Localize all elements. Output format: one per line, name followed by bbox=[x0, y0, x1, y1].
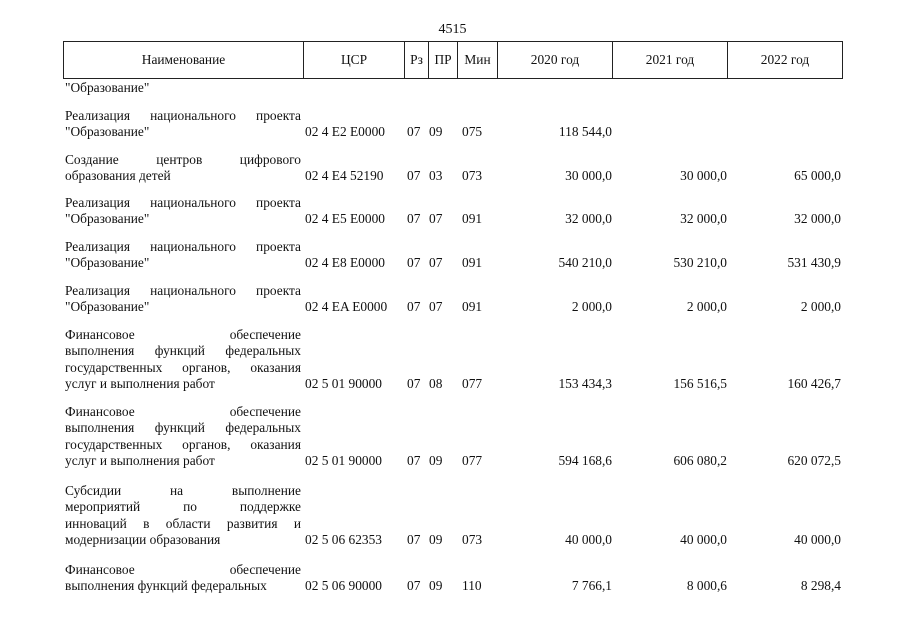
row-name-line: Создание центров цифрового bbox=[65, 152, 301, 167]
row-min: 091 bbox=[462, 299, 483, 315]
row-name-line: мероприятий по поддержке bbox=[65, 499, 301, 515]
row-name-line: выполнения функций федеральных bbox=[65, 578, 267, 594]
row-csr: 02 4 E8 E0000 bbox=[305, 255, 385, 271]
row-value-2020: 2 000,0 bbox=[571, 299, 612, 315]
row-value-2021: 606 080,2 bbox=[673, 453, 727, 469]
row-name-line: Финансовое обеспечение bbox=[65, 562, 301, 577]
row-value-2020: 32 000,0 bbox=[565, 211, 612, 227]
row-pr: 09 bbox=[429, 453, 443, 469]
row-name-line: государственных органов, оказания bbox=[65, 359, 301, 375]
row-name-line: Реализация национального проекта bbox=[65, 108, 301, 123]
header-name: Наименование bbox=[64, 42, 304, 78]
row-name-line: Реализация национального проекта bbox=[65, 195, 301, 210]
row-pr: 03 bbox=[429, 168, 443, 184]
row-min: 075 bbox=[462, 124, 483, 140]
row-value-2021: 156 516,5 bbox=[673, 376, 727, 392]
row-name-line: выполнения функций федеральных bbox=[65, 343, 301, 359]
row-name-line: услуг и выполнения работ bbox=[65, 453, 215, 469]
row-name bbox=[65, 195, 301, 228]
row-rz: 07 bbox=[407, 532, 421, 548]
header-min: Мин bbox=[458, 42, 498, 78]
row-name-line: "Образование" bbox=[65, 299, 150, 315]
row-name-line: выполнения функций федеральных bbox=[65, 420, 301, 436]
row-name-line: "Образование" bbox=[65, 255, 150, 271]
row-value-2022: 620 072,5 bbox=[787, 453, 841, 469]
row-value-2021: 530 210,0 bbox=[673, 255, 727, 271]
header-2020: 2020 год bbox=[498, 42, 613, 78]
row-csr: 02 4 E2 E0000 bbox=[305, 124, 385, 140]
row-value-2020: 30 000,0 bbox=[565, 168, 612, 184]
header-rz: Рз bbox=[405, 42, 429, 78]
row-pr: 09 bbox=[429, 578, 443, 594]
row-name-line: модернизации образования bbox=[65, 532, 221, 548]
row-min: 091 bbox=[462, 211, 483, 227]
row-value-2022: 8 298,4 bbox=[800, 578, 841, 594]
header-pr: ПР bbox=[429, 42, 458, 78]
row-name bbox=[65, 283, 301, 316]
row-name bbox=[65, 404, 301, 470]
row-value-2021: 2 000,0 bbox=[686, 299, 727, 315]
row-value-2021: 40 000,0 bbox=[680, 532, 727, 548]
row-rz: 07 bbox=[407, 299, 421, 315]
row-name-line: Реализация национального проекта bbox=[65, 239, 301, 254]
row-rz: 07 bbox=[407, 124, 421, 140]
row-min: 077 bbox=[462, 376, 483, 392]
row-pr: 07 bbox=[429, 299, 443, 315]
row-value-2021: 30 000,0 bbox=[680, 168, 727, 184]
row-name-line: "Образование" bbox=[65, 211, 150, 227]
row-name bbox=[65, 108, 301, 141]
row-rz: 07 bbox=[407, 376, 421, 392]
page-number: 4515 bbox=[438, 22, 467, 37]
row-name-line: Субсидии на выполнение bbox=[65, 483, 301, 498]
row-value-2022: 160 426,7 bbox=[787, 376, 841, 392]
row-rz: 07 bbox=[407, 255, 421, 271]
row-csr: 02 4 EA E0000 bbox=[305, 299, 388, 315]
row-min: 073 bbox=[462, 168, 483, 184]
row-value-2020: 153 434,3 bbox=[558, 376, 612, 392]
row-csr: 02 4 E5 E0000 bbox=[305, 211, 385, 227]
row-rz: 07 bbox=[407, 578, 421, 594]
row-pr: 07 bbox=[429, 255, 443, 271]
row-pr: 09 bbox=[429, 532, 443, 548]
row-value-2022: 65 000,0 bbox=[794, 168, 841, 184]
row-name-line: Реализация национального проекта bbox=[65, 283, 301, 298]
row-csr: 02 5 06 90000 bbox=[305, 578, 382, 594]
header-csr: ЦСР bbox=[304, 42, 405, 78]
header-2021: 2021 год bbox=[613, 42, 728, 78]
row-csr: 02 5 01 90000 bbox=[305, 376, 382, 392]
row-rz: 07 bbox=[407, 211, 421, 227]
row-csr: 02 5 06 62353 bbox=[305, 532, 382, 548]
row-name-line: услуг и выполнения работ bbox=[65, 376, 215, 392]
row-value-2020: 540 210,0 bbox=[558, 255, 612, 271]
row-value-2020: 40 000,0 bbox=[565, 532, 612, 548]
row-min: 073 bbox=[462, 532, 483, 548]
row-csr: 02 4 E4 52190 bbox=[305, 168, 384, 184]
row-min: 110 bbox=[462, 578, 482, 594]
row-value-2020: 594 168,6 bbox=[558, 453, 612, 469]
row-name bbox=[65, 327, 301, 393]
row-name-line: инноваций в области развития и bbox=[65, 515, 301, 531]
row-rz: 07 bbox=[407, 168, 421, 184]
row-name-line: "Образование" bbox=[65, 124, 150, 140]
row-name-line: Финансовое обеспечение bbox=[65, 327, 301, 342]
row-value-2022: 40 000,0 bbox=[794, 532, 841, 548]
header-2022: 2022 год bbox=[760, 52, 810, 67]
row-name-line: образования детей bbox=[65, 168, 171, 184]
row-rz: 07 bbox=[407, 453, 421, 469]
row-value-2021: 8 000,6 bbox=[686, 578, 727, 594]
row-min: 091 bbox=[462, 255, 483, 271]
row-value-2020: 118 544,0 bbox=[558, 124, 612, 140]
row-min: 077 bbox=[462, 453, 483, 469]
row-name bbox=[65, 483, 301, 549]
row-name bbox=[65, 562, 301, 595]
row-value-2022: 531 430,9 bbox=[787, 255, 841, 271]
row-name bbox=[65, 239, 301, 272]
row-pr: 08 bbox=[429, 376, 443, 392]
row-csr: 02 5 01 90000 bbox=[305, 453, 382, 469]
table-header bbox=[63, 41, 843, 79]
row-name-line: Финансовое обеспечение bbox=[65, 404, 301, 419]
row-value-2022: 32 000,0 bbox=[794, 211, 841, 227]
row-pr: 09 bbox=[429, 124, 443, 140]
row-value-2021: 32 000,0 bbox=[680, 211, 727, 227]
continued-name-tail: "Образование" bbox=[65, 80, 150, 95]
row-name bbox=[65, 152, 301, 185]
row-name-line: государственных органов, оказания bbox=[65, 436, 301, 452]
row-value-2020: 7 766,1 bbox=[571, 578, 612, 594]
row-value-2022: 2 000,0 bbox=[800, 299, 841, 315]
row-pr: 07 bbox=[429, 211, 443, 227]
